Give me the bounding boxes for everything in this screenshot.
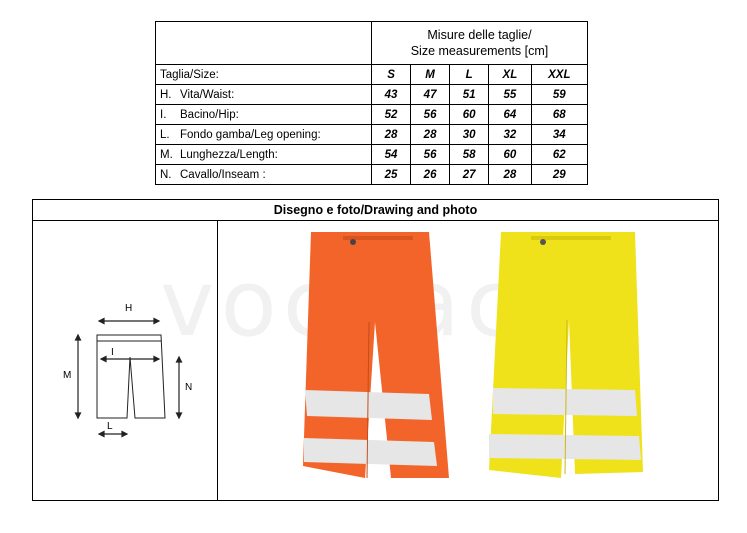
table-cell: 56 — [411, 145, 450, 165]
row-name: Lunghezza/Length: — [180, 148, 278, 161]
n-arrow-bottom-head — [177, 413, 182, 418]
table-cell: 28 — [411, 125, 450, 145]
label-n: N — [185, 382, 193, 393]
table-cell: 55 — [489, 85, 531, 105]
label-h: H — [125, 303, 133, 314]
table-cell: 54 — [372, 145, 411, 165]
table-row — [156, 145, 588, 165]
row-code: M. — [160, 148, 173, 161]
orange-shorts — [303, 232, 449, 478]
yellow-reflective-band-top — [493, 388, 637, 416]
row-label — [156, 85, 372, 105]
label-i: I — [111, 347, 114, 358]
table-cell: 62 — [531, 145, 587, 165]
row-label — [156, 105, 372, 125]
row-label — [156, 165, 372, 185]
size-l: L — [450, 65, 489, 85]
size-label: Taglia/Size: — [156, 65, 372, 85]
m-arrow-top-head — [76, 335, 81, 340]
i-arrow-left-head — [101, 357, 106, 362]
n-arrow-top-head — [177, 357, 182, 362]
table-cell: 64 — [489, 105, 531, 125]
row-name: Vita/Waist: — [180, 88, 235, 101]
table-cell: 60 — [489, 145, 531, 165]
row-name: Cavallo/Inseam : — [180, 168, 266, 181]
measurement-diagram — [61, 295, 201, 445]
table-cell: 43 — [372, 85, 411, 105]
table-row — [156, 125, 588, 145]
row-code: N. — [160, 168, 172, 181]
row-label — [156, 145, 372, 165]
row-code: I. — [160, 108, 167, 121]
table-cell: 58 — [450, 145, 489, 165]
size-xl: XL — [489, 65, 531, 85]
shorts-outline — [97, 335, 165, 418]
table-cell: 52 — [372, 105, 411, 125]
m-arrow-bottom-head — [76, 413, 81, 418]
yellow-shorts — [489, 232, 643, 478]
h-arrow-right-head — [154, 319, 159, 324]
row-name: Fondo gamba/Leg opening: — [180, 128, 321, 141]
orange-reflective-band-bottom — [304, 438, 437, 466]
table-cell: 29 — [531, 165, 587, 185]
table-cell: 32 — [489, 125, 531, 145]
size-xxl: XXL — [531, 65, 587, 85]
product-photo — [303, 230, 643, 485]
drawing-divider — [217, 220, 218, 501]
table-corner-cell — [156, 22, 372, 65]
table-header-row — [156, 22, 588, 65]
table-cell: 30 — [450, 125, 489, 145]
table-row — [156, 85, 588, 105]
table-title-line2: Size measurements [cm] — [410, 44, 549, 58]
l-arrow-right-head — [122, 432, 127, 437]
table-cell: 26 — [411, 165, 450, 185]
h-arrow-left-head — [99, 319, 104, 324]
row-name: Bacino/Hip: — [180, 108, 239, 121]
l-arrow-left-head — [99, 432, 104, 437]
size-header-row — [156, 65, 588, 85]
size-table — [155, 21, 588, 185]
table-title — [372, 22, 588, 65]
table-row — [156, 105, 588, 125]
table-cell: 27 — [450, 165, 489, 185]
yellow-button — [540, 239, 546, 245]
i-arrow-right-head — [154, 357, 159, 362]
table-cell: 34 — [531, 125, 587, 145]
drawing-title: Disegno e foto/Drawing and photo — [33, 200, 718, 221]
drawing-section — [32, 199, 719, 501]
table-cell: 47 — [411, 85, 450, 105]
table-cell: 51 — [450, 85, 489, 105]
table-title-line1: Misure delle taglie/ — [427, 28, 532, 42]
table-cell: 60 — [450, 105, 489, 125]
table-cell: 25 — [372, 165, 411, 185]
label-l: L — [107, 421, 113, 432]
table-cell: 28 — [489, 165, 531, 185]
table-cell: 28 — [372, 125, 411, 145]
row-label — [156, 125, 372, 145]
table-row — [156, 165, 588, 185]
row-code: H. — [160, 88, 172, 101]
size-s: S — [372, 65, 411, 85]
table-cell: 56 — [411, 105, 450, 125]
row-code: L. — [160, 128, 170, 141]
size-m: M — [411, 65, 450, 85]
label-m: M — [63, 370, 72, 381]
table-cell: 59 — [531, 85, 587, 105]
table-cell: 68 — [531, 105, 587, 125]
orange-button — [350, 239, 356, 245]
